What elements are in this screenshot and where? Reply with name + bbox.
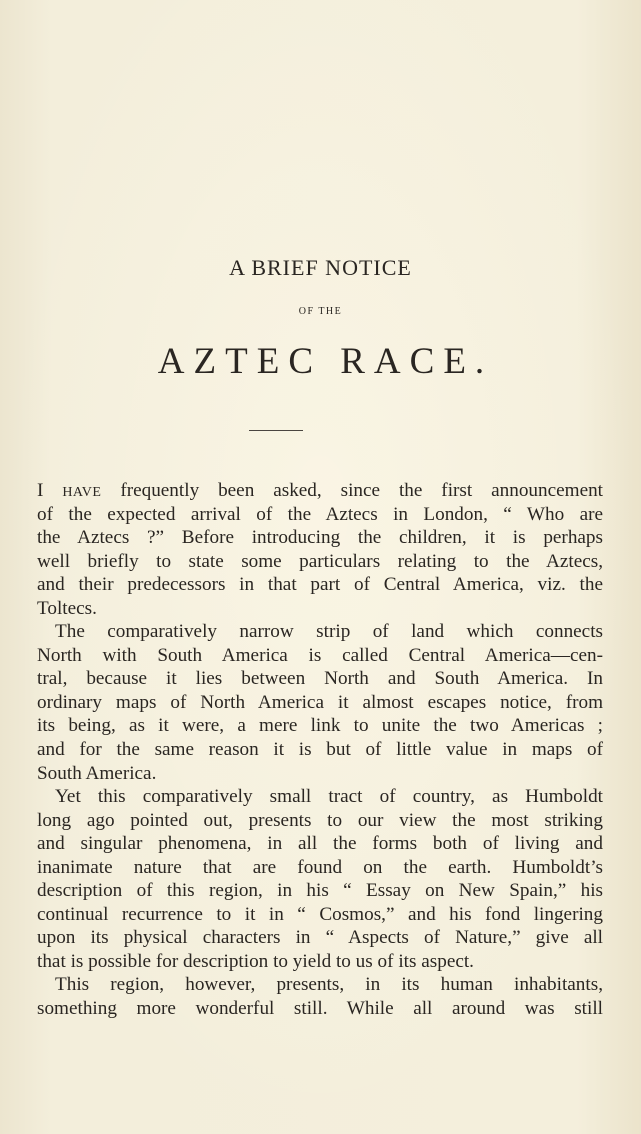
text-line: upon its physical characters in “ Aspects of Nature,” give all xyxy=(37,927,603,949)
text-line xyxy=(37,479,603,503)
drop-word: I xyxy=(37,480,44,501)
text-line: long ago pointed out, presents to our view the most striking xyxy=(37,809,603,831)
text-line: South America. xyxy=(37,762,157,784)
text-line: This region, however, presents, in its human inhabitants, xyxy=(55,974,603,996)
text-fragment: frequently been asked, since the first announcement xyxy=(120,480,604,501)
text-line: Toltecs. xyxy=(37,597,97,619)
small-caps-word: HAVE xyxy=(62,485,102,500)
text-line: ordinary maps of North America it almost escapes notice, from xyxy=(37,691,603,713)
title-of-the: OF THE xyxy=(298,306,343,317)
text-line: its being, as it were, a mere link to unite the two Americas ; xyxy=(37,715,603,737)
text-line: something more wonderful still. While all around was still xyxy=(37,998,603,1020)
text-line: inanimate nature that are found on the earth. Humboldt’s xyxy=(37,856,603,878)
text-line: well briefly to state some particulars relating to the Aztecs, xyxy=(37,550,603,572)
text-line: and their predecessors in that part of Central America, viz. the xyxy=(37,574,603,596)
text-line: continual recurrence to it in “ Cosmos,” and his fond lingering xyxy=(37,903,603,925)
text-line: that is possible for description to yield to us of its aspect. xyxy=(37,950,474,972)
title-aztec-race: AZTEC RACE. xyxy=(157,341,494,382)
text-line: description of this region, in his “ Essay on New Spain,” his xyxy=(37,880,603,902)
text-line: Yet this comparatively small tract of country, as Humboldt xyxy=(55,786,603,808)
text-line: and for the same reason it is but of little value in maps of xyxy=(37,739,603,761)
body-text xyxy=(37,479,603,1021)
text-line: tral, because it lies between North and South America. In xyxy=(37,668,603,690)
text-line: The comparatively narrow strip of land which connects xyxy=(55,621,603,643)
text-line: the Aztecs ?” Before introducing the children, it is perhaps xyxy=(37,527,603,549)
text-line: North with South America is called Central America—cen- xyxy=(37,644,603,666)
title-divider-rule xyxy=(249,430,303,431)
text-line: of the expected arrival of the Aztecs in London, “ Who are xyxy=(37,503,603,525)
text-line: and singular phenomena, in all the forms both of living and xyxy=(37,833,603,855)
title-main: A BRIEF NOTICE xyxy=(229,255,412,280)
